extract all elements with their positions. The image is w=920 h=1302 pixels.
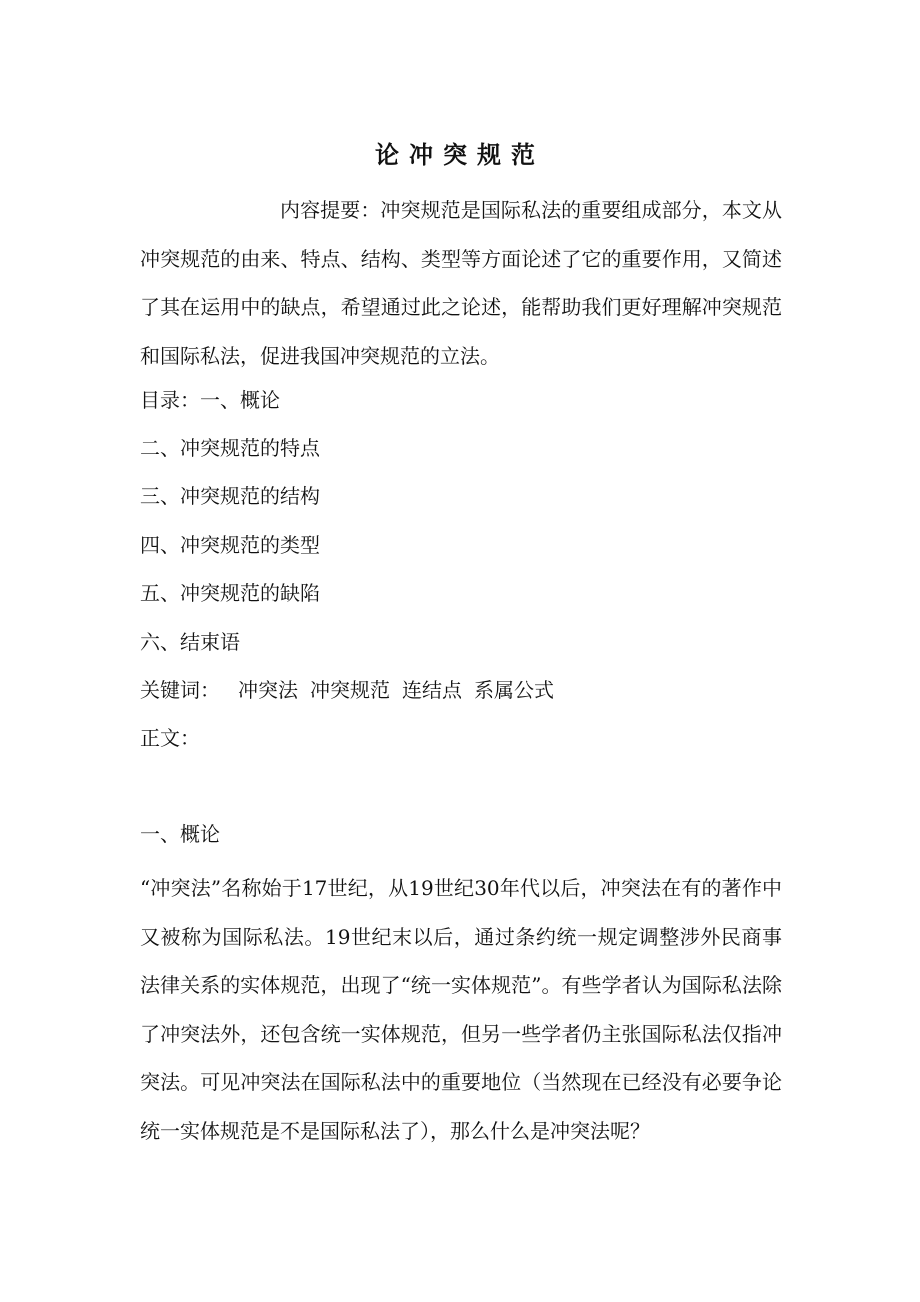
- toc-item: 一、概论: [200, 388, 280, 412]
- body-label: 正文：: [140, 726, 200, 750]
- toc-item: 五、冲突规范的缺陷: [140, 581, 320, 605]
- document-title: 论冲突规范: [375, 140, 545, 169]
- keyword: 连结点: [402, 678, 462, 702]
- keywords-line: [140, 675, 782, 705]
- keyword: 冲突法: [238, 678, 298, 702]
- toc-first-line: [140, 385, 782, 415]
- section-paragraph: “冲突法”名称始于17世纪，从19世纪30年代以后，冲突法在有的著作中又被称为国际私法。19世纪末以后，通过条约统一规定调整涉外民商事法律关系的实体规范，出现了“统一实体规范”。有些学者认为国际私法除了冲突法外，还包含统一实体规范，但另一些学者仍主张国际私法仅指冲突法。可见冲突法在国际私法中的重要地位（当然现在已经没有必要争论统一实体规范是不是国际私法了），那么什么是冲突法呢？: [140, 876, 782, 1143]
- toc-item: 四、冲突规范的类型: [140, 533, 320, 557]
- keyword: 系属公式: [474, 678, 554, 702]
- keyword: 冲突规范: [310, 678, 390, 702]
- section-heading: 一、概论: [140, 822, 220, 846]
- abstract-paragraph: 内容提要：冲突规范是国际私法的重要组成部分，本文从冲突规范的由来、特点、结构、类型等方面论述了它的重要作用，又简述了其在运用中的缺点，希望通过此之论述，能帮助我们更好理解冲突规范和国际私法，促进我国冲突规范的立法。: [140, 198, 782, 368]
- toc-item: 六、结束语: [140, 630, 240, 654]
- keywords-label: 关键词：: [140, 678, 220, 702]
- toc-item: 三、冲突规范的结构: [140, 484, 320, 508]
- toc-label: 目录：: [140, 388, 200, 412]
- toc-item: 二、冲突规范的特点: [140, 436, 320, 460]
